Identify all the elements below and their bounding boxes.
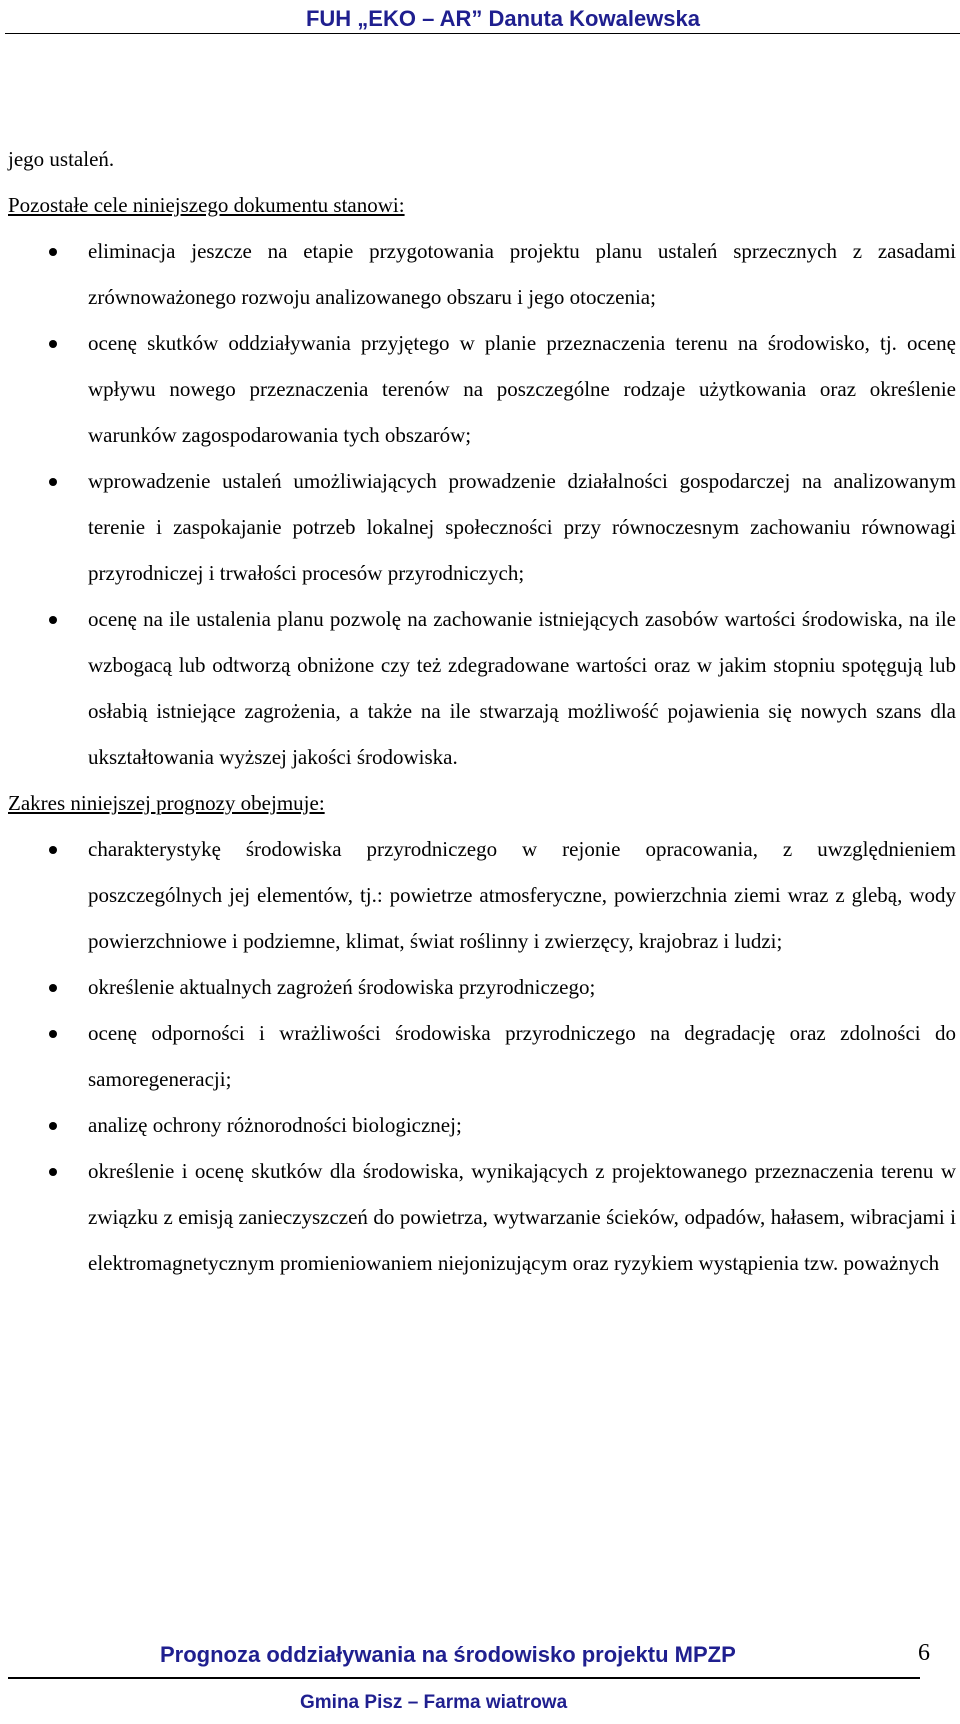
list-item xyxy=(8,1148,956,1286)
header-divider xyxy=(5,33,960,34)
footer-subtitle: Gmina Pisz – Farma wiatrowa xyxy=(300,1692,568,1713)
list-item-text: ocenę skutków oddziaływania przyjętego w planie przeznaczenia terenu na środowisko, tj. ocenę wpływu nowego przeznaczenia terenów na poszczególne rodzaje użytkowania oraz określenie warunków zagospodarowania tych obszarów; xyxy=(88,331,956,447)
list-item xyxy=(8,228,956,320)
page-number: 6 xyxy=(918,1640,930,1666)
bullet-icon xyxy=(49,1030,57,1038)
bullet-icon xyxy=(49,478,57,486)
list-item-text: ocenę odporności i wrażliwości środowiska przyrodniczego na degradację oraz zdolności do samoregeneracji; xyxy=(88,1021,956,1091)
footer-title: Prognoza oddziaływania na środowisko projektu MPZP xyxy=(160,1642,736,1667)
footer-divider xyxy=(8,1677,920,1679)
list-item-text: analizę ochrony różnorodności biologicznej; xyxy=(88,1113,462,1137)
list-item-text: eliminacja jeszcze na etapie przygotowania projektu planu ustaleń sprzecznych z zasadami zrównoważonego rozwoju analizowanego obszaru i jego otoczenia; xyxy=(88,239,956,309)
bullet-icon xyxy=(49,984,57,992)
scope-heading: Zakres niniejszej prognozy obejmuje: xyxy=(8,791,325,815)
page-footer xyxy=(0,1632,960,1724)
scope-list xyxy=(8,826,956,1286)
bullet-icon xyxy=(49,340,57,348)
goals-heading: Pozostałe cele niniejszego dokumentu stanowi: xyxy=(8,193,405,217)
list-item xyxy=(8,1102,956,1148)
list-item xyxy=(8,964,956,1010)
document-body xyxy=(8,136,956,1286)
intro-fragment: jego ustaleń. xyxy=(8,147,115,171)
bullet-icon xyxy=(49,1168,57,1176)
list-item xyxy=(8,826,956,964)
bullet-icon xyxy=(49,1122,57,1130)
list-item-text: ocenę na ile ustalenia planu pozwolę na zachowanie istniejących zasobów wartości środowiska, na ile wzbogacą lub odtworzą obniżone czy też zdegradowane wartości oraz w jakim stopniu spotęgują lub osłabią istniejące zagrożenia, a także na ile stwarzają możliwość pojawienia się nowych szans dla ukształtowania wyższej jakości środowiska. xyxy=(88,607,956,769)
list-item-text: określenie aktualnych zagrożeń środowiska przyrodniczego; xyxy=(88,975,596,999)
list-item-text: wprowadzenie ustaleń umożliwiających prowadzenie działalności gospodarczej na analizowanym terenie i zaspokajanie potrzeb lokalnej społeczności przy równoczesnym zachowaniu równowagi przyrodniczej i trwałości procesów przyrodniczych; xyxy=(88,469,956,585)
goals-list xyxy=(8,228,956,780)
bullet-icon xyxy=(49,248,57,256)
page-header xyxy=(0,0,960,34)
list-item xyxy=(8,320,956,458)
list-item xyxy=(8,596,956,780)
header-title: FUH „EKO – AR” Danuta Kowalewska xyxy=(305,6,700,31)
list-item xyxy=(8,458,956,596)
bullet-icon xyxy=(49,616,57,624)
list-item-text: określenie i ocenę skutków dla środowiska, wynikających z projektowanego przeznaczenia terenu w związku z emisją zanieczyszczeń do powietrza, wytwarzanie ścieków, odpadów, hałasem, wibracjami i elektromagnetycznym promieniowaniem niejonizującym oraz ryzykiem wystąpienia tzw. poważnych xyxy=(88,1159,956,1275)
bullet-icon xyxy=(49,846,57,854)
list-item xyxy=(8,1010,956,1102)
list-item-text: charakterystykę środowiska przyrodniczego w rejonie opracowania, z uwzględnieniem poszczególnych jej elementów, tj.: powietrze atmosferyczne, powierzchnia ziemi wraz z glebą, wody powierzchniowe i podziemne, klimat, świat roślinny i zwierzęcy, krajobraz i ludzi; xyxy=(88,837,956,953)
